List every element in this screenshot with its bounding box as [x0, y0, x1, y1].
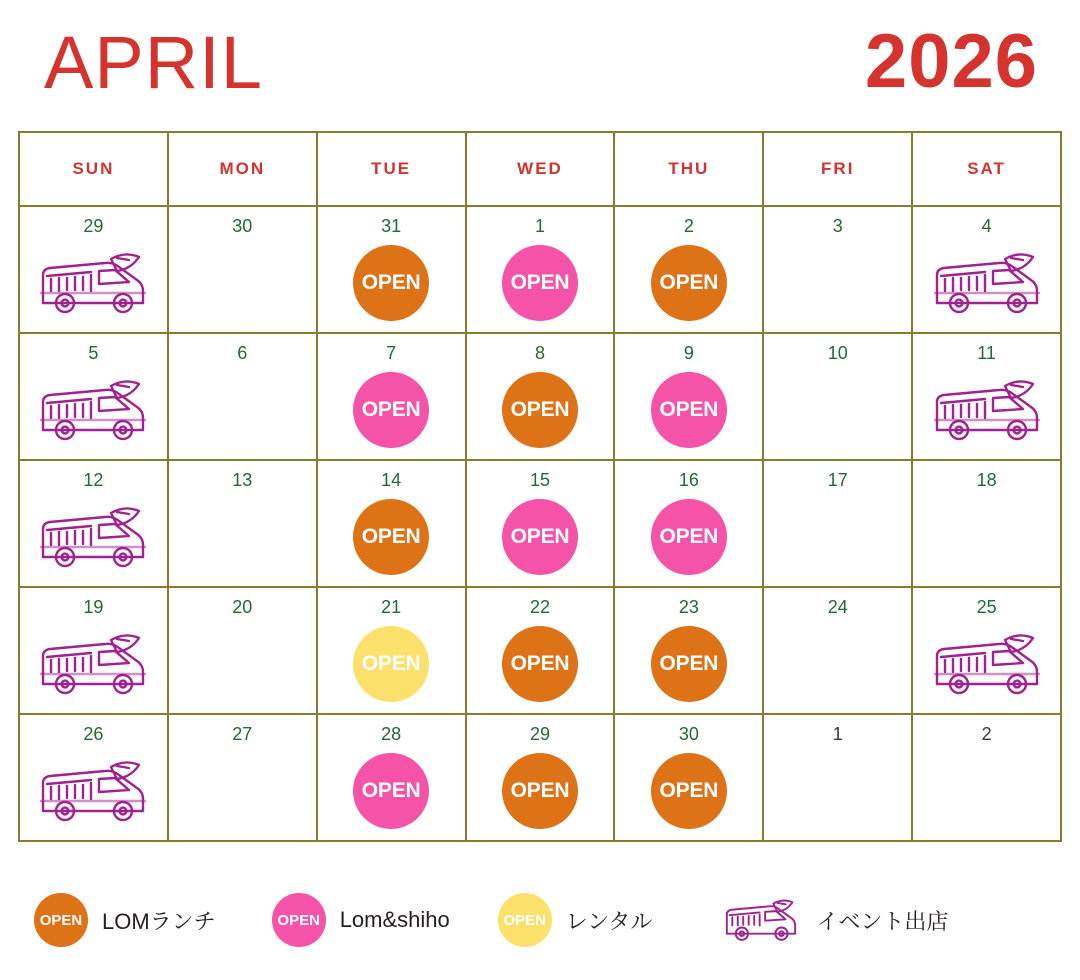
legend-item-lunch — [34, 893, 216, 947]
day-number: 21 — [381, 597, 402, 617]
weekday-label: SAT — [967, 159, 1006, 178]
event-bus-icon — [20, 237, 167, 329]
open-badge-lunch — [615, 237, 762, 329]
event-bus-icon — [720, 894, 802, 946]
legend-label: レンタル — [565, 908, 653, 934]
open-badge-label: OPEN — [502, 626, 578, 702]
open-badge-shiho — [318, 364, 465, 456]
calendar-day-cell[interactable] — [467, 461, 616, 588]
open-badge-lunch — [615, 745, 762, 837]
day-number: 28 — [381, 724, 402, 744]
legend-label: Lom&shiho — [339, 907, 450, 932]
event-bus-icon — [20, 618, 167, 710]
weekday-label: SUN — [72, 159, 115, 178]
open-badge-label: OPEN — [502, 499, 578, 575]
open-badge-lunch — [467, 364, 614, 456]
calendar-day-cell[interactable] — [467, 715, 616, 842]
day-number: 13 — [232, 470, 253, 490]
weekday-label: TUE — [371, 159, 412, 178]
weekday-header-row — [20, 133, 1062, 207]
day-number: 15 — [529, 470, 551, 490]
day-number: 4 — [981, 216, 992, 236]
calendar-day-cell[interactable] — [318, 588, 467, 715]
open-badge-label: OPEN — [502, 372, 578, 448]
calendar-day-cell[interactable] — [169, 207, 318, 334]
day-number: 18 — [976, 470, 997, 490]
open-badge-orange-icon: OPEN — [34, 893, 88, 947]
calendar-day-cell[interactable] — [20, 715, 169, 842]
open-badge-pink-icon: OPEN — [272, 893, 326, 947]
open-badge-yellow-icon: OPEN — [498, 893, 552, 947]
open-badge-lunch — [467, 618, 614, 710]
legend-label: LOMランチ — [102, 908, 216, 934]
day-number: 25 — [976, 597, 997, 617]
calendar-day-cell[interactable] — [318, 461, 467, 588]
month-title: APRIL — [44, 21, 263, 104]
calendar-day-cell[interactable] — [615, 588, 764, 715]
calendar-day-cell[interactable] — [20, 207, 169, 334]
day-number: 11 — [977, 343, 996, 363]
day-number: 1 — [832, 724, 843, 744]
weekday-header-cell — [20, 133, 169, 207]
calendar-day-cell[interactable] — [467, 588, 616, 715]
weekday-header-cell — [318, 133, 467, 207]
day-number: 17 — [827, 470, 848, 490]
day-number: 2 — [981, 724, 992, 744]
day-number: 30 — [678, 724, 699, 744]
event-bus-icon — [20, 491, 167, 583]
open-badge-label: OPEN — [651, 753, 727, 829]
day-number: 6 — [237, 343, 248, 363]
day-number: 23 — [678, 597, 699, 617]
open-badge-lunch — [615, 618, 762, 710]
calendar-day-cell[interactable] — [615, 207, 764, 334]
year-title: 2026 — [864, 19, 1038, 104]
calendar-day-cell[interactable] — [764, 588, 913, 715]
event-bus-icon — [20, 364, 167, 456]
calendar-day-cell[interactable] — [615, 334, 764, 461]
day-number: 20 — [232, 597, 253, 617]
open-badge-label: OPEN — [651, 372, 727, 448]
event-bus-icon — [913, 364, 1060, 456]
day-number: 8 — [535, 343, 546, 363]
day-number: 22 — [529, 597, 551, 617]
day-number: 14 — [381, 470, 402, 490]
calendar-day-cell[interactable] — [913, 461, 1062, 588]
weekday-header-cell — [467, 133, 616, 207]
calendar-day-cell[interactable] — [169, 334, 318, 461]
legend-label: イベント出店 — [816, 908, 949, 934]
calendar-day-cell[interactable] — [615, 461, 764, 588]
legend-item-rental — [498, 893, 653, 947]
open-badge-shiho — [467, 491, 614, 583]
calendar-day-cell[interactable] — [913, 715, 1062, 842]
open-badge-shiho — [615, 491, 762, 583]
calendar-header — [0, 0, 1080, 132]
calendar-day-cell[interactable] — [20, 588, 169, 715]
open-badge-rental — [318, 618, 465, 710]
legend-item-event — [720, 894, 948, 946]
day-number: 19 — [83, 597, 104, 617]
calendar-day-cell[interactable] — [318, 334, 467, 461]
day-number: 3 — [832, 216, 843, 236]
open-badge-lunch — [318, 237, 465, 329]
open-badge-label: OPEN — [651, 245, 727, 321]
legend-item-shiho — [272, 893, 450, 947]
calendar-week-row — [20, 334, 1062, 461]
day-number: 12 — [83, 470, 104, 490]
event-bus-icon — [913, 237, 1060, 329]
open-badge-label: OPEN — [353, 245, 429, 321]
weekday-label: WED — [517, 159, 563, 178]
open-badge-shiho — [615, 364, 762, 456]
calendar-week-row — [20, 715, 1062, 842]
calendar-day-cell[interactable] — [764, 461, 913, 588]
calendar-day-cell[interactable] — [169, 461, 318, 588]
open-badge-label: OPEN — [353, 753, 429, 829]
open-badge-label: OPEN — [353, 626, 429, 702]
day-number: 2 — [683, 216, 694, 236]
weekday-label: MON — [219, 159, 266, 178]
calendar-day-cell[interactable] — [764, 715, 913, 842]
event-bus-icon — [913, 618, 1060, 710]
day-number: 31 — [381, 216, 402, 236]
day-number: 5 — [88, 343, 99, 363]
open-badge-lunch — [467, 745, 614, 837]
open-badge-shiho — [467, 237, 614, 329]
day-number: 26 — [83, 724, 104, 744]
calendar-day-cell[interactable] — [467, 207, 616, 334]
calendar-day-cell[interactable] — [615, 715, 764, 842]
calendar-day-cell[interactable] — [169, 588, 318, 715]
open-badge-label: OPEN — [651, 499, 727, 575]
open-badge-label: OPEN — [502, 245, 578, 321]
calendar-week-row — [20, 207, 1062, 334]
day-number: 29 — [529, 724, 551, 744]
open-badge-label: OPEN — [502, 753, 578, 829]
day-number: 29 — [83, 216, 104, 236]
calendar-day-cell[interactable] — [913, 207, 1062, 334]
day-number: 1 — [535, 216, 546, 236]
calendar-week-row — [20, 588, 1062, 715]
open-badge-lunch — [318, 491, 465, 583]
calendar-day-cell[interactable] — [20, 461, 169, 588]
day-number: 30 — [232, 216, 253, 236]
open-badge-label: OPEN — [651, 626, 727, 702]
weekday-header-cell — [169, 133, 318, 207]
calendar-day-cell[interactable] — [318, 715, 467, 842]
weekday-label: FRI — [821, 159, 855, 178]
calendar-day-cell[interactable] — [467, 334, 616, 461]
calendar-day-cell[interactable] — [20, 334, 169, 461]
open-badge-shiho — [318, 745, 465, 837]
weekday-header-cell — [615, 133, 764, 207]
calendar-day-cell[interactable] — [764, 334, 913, 461]
day-number: 27 — [232, 724, 253, 744]
day-number: 9 — [683, 343, 694, 363]
day-number: 16 — [678, 470, 699, 490]
calendar-day-cell[interactable] — [764, 207, 913, 334]
day-number: 10 — [827, 343, 848, 363]
day-number: 24 — [827, 597, 848, 617]
calendar-day-cell[interactable] — [318, 207, 467, 334]
legend — [18, 880, 1062, 960]
calendar-day-cell[interactable] — [169, 715, 318, 842]
event-bus-icon — [20, 745, 167, 837]
open-badge-label: OPEN — [353, 499, 429, 575]
calendar-week-row — [20, 461, 1062, 588]
weekday-header-cell — [913, 133, 1062, 207]
weekday-header-cell — [764, 133, 913, 207]
calendar-day-cell[interactable] — [913, 334, 1062, 461]
calendar-day-cell[interactable] — [913, 588, 1062, 715]
day-number: 7 — [386, 343, 397, 363]
weekday-label: THU — [668, 159, 710, 178]
open-badge-label: OPEN — [353, 372, 429, 448]
calendar-grid — [18, 131, 1062, 842]
